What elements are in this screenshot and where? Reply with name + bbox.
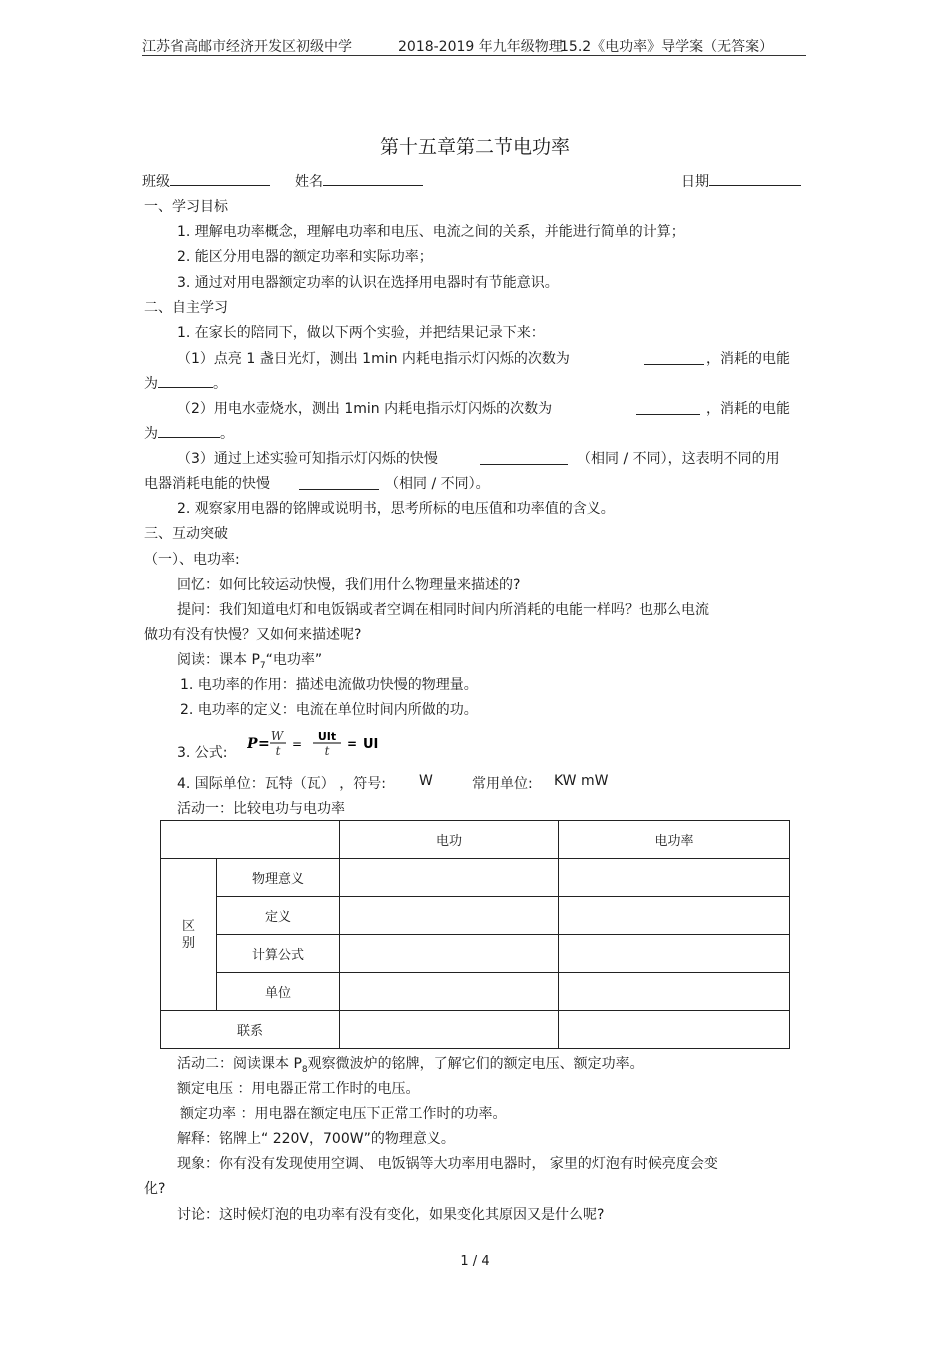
table-cell[interactable] (340, 973, 559, 1011)
experiment1-count-blank[interactable] (644, 350, 704, 365)
section1-heading: 一、学习目标 (144, 199, 228, 215)
formula-t-2: t (324, 744, 330, 758)
rated-voltage: 额定电压 ：用电器正常工作时的电压。 (177, 1081, 420, 1097)
table-cell[interactable] (559, 1011, 790, 1049)
experiment2-energy-line: 为 。 (144, 423, 234, 443)
formula-w: W (270, 729, 284, 743)
rated-power: 额定功率 ：用电器在额定电压下正常工作时的功率。 (180, 1106, 507, 1122)
date-field (681, 171, 801, 191)
unit-symbol: W (419, 773, 433, 789)
power-definition: 2. 电功率的定义：电流在单位时间内所做的功。 (180, 702, 478, 718)
discussion-text: 讨论：这时候灯泡的电功率有没有变化，如果变化其原因又是什么呢? (177, 1207, 605, 1223)
common-unit-label: 常用单位: (472, 776, 533, 792)
section2-heading: 二、自主学习 (144, 300, 228, 316)
table-header-power: 电功率 (559, 821, 790, 859)
power-role: 1. 电功率的作用：描述电流做功快慢的物理量。 (180, 677, 478, 693)
name-field (295, 171, 423, 191)
section3-heading: 三、互动突破 (144, 526, 228, 542)
power-formula (247, 729, 387, 759)
table-cell[interactable] (340, 1011, 559, 1049)
class-blank[interactable] (170, 171, 270, 186)
formula-p: P (247, 736, 258, 752)
table-cell[interactable] (340, 897, 559, 935)
table-row-label-meaning: 物理意义 (217, 859, 340, 897)
header-school: 江苏省高邮市经济开发区初级中学 (142, 39, 352, 55)
formula-eq-2: = (292, 737, 303, 751)
activity2-text: 活动二：阅读课本 $P_8$观察微波炉的铭牌，了解它们的额定电压、额定功率。 (177, 1056, 644, 1075)
goal-item-3: 3. 通过对用电器额定功率的认识在选择用电器时有节能意识。 (177, 275, 559, 291)
experiment2-count-blank[interactable] (636, 400, 700, 415)
table-row (161, 897, 790, 935)
self-study-intro: 1. 在家长的陪同下，做以下两个实验，并把结果记录下来： (177, 325, 545, 341)
table-cell[interactable] (559, 897, 790, 935)
table-row (161, 973, 790, 1011)
comparison-table (160, 820, 790, 1049)
formula-ui: UI (363, 737, 379, 752)
name-blank[interactable] (323, 171, 423, 186)
formula-uit: UIt (317, 730, 337, 743)
table-row-label-definition: 定义 (217, 897, 340, 935)
formula-eq-1: = (258, 736, 270, 752)
explanation-text: 解释：铭牌上“ 220V，700W”的物理意义。 (177, 1131, 455, 1147)
table-row (161, 859, 790, 897)
table-cell[interactable] (559, 859, 790, 897)
experiment3-text: （3）通过上述实验可知指示灯闪烁的快慢 (177, 451, 438, 467)
recall-text: 回忆：如何比较运动快慢，我们用什么物理量来描述的? (177, 577, 521, 593)
page-number: 1 / 4 (460, 1254, 490, 1269)
si-unit-text: 4. 国际单位：瓦特（瓦） ，符号: (177, 776, 386, 792)
experiment2-energy-label: ，消耗的电能 (706, 401, 790, 417)
table-header-work: 电功 (340, 821, 559, 859)
table-row-label-formula: 计算公式 (217, 935, 340, 973)
goal-item-2: 2. 能区分用电器的额定功率和实际功率； (177, 249, 433, 265)
page-title: 第十五章第二节电功率 (379, 136, 570, 158)
name-label: 姓名 (295, 174, 323, 190)
table-corner-cell (161, 821, 340, 859)
experiment1-energy-line: 为 。 (144, 373, 227, 393)
table-row (161, 1011, 790, 1049)
experiment1-energy-label: ，消耗的电能 (706, 351, 790, 367)
class-field (142, 171, 270, 191)
activity1-title: 活动一：比较电功与电功率 (177, 801, 345, 817)
question-line-2: 做功有没有快慢？又如何来描述呢? (144, 627, 362, 643)
experiment2-text: （2）用电水壶烧水，测出 1min 内耗电指示灯闪烁的次数为 (177, 401, 553, 417)
phenomenon-line-1: 现象：你有没有发现使用空调、 电饭锅等大功率用电器时， 家里的灯泡有时候亮度会变 (177, 1156, 718, 1172)
experiment2-energy-blank[interactable] (158, 423, 220, 438)
experiment3-text-4: （相同 / 不同）。 (385, 476, 490, 492)
table-cell[interactable] (340, 935, 559, 973)
experiment3-text-2: （相同 / 不同），这表明不同的用 (577, 451, 780, 467)
table-row-label-unit: 单位 (217, 973, 340, 1011)
subsection-power: （一）、电功率: (144, 552, 240, 568)
table-group-difference: 区 别 (161, 859, 217, 1011)
reading-text: 阅读：课本 $P_7“$电功率” (177, 652, 323, 671)
table-cell[interactable] (559, 935, 790, 973)
date-label: 日期 (681, 174, 709, 190)
table-header-row (161, 821, 790, 859)
date-blank[interactable] (709, 171, 801, 186)
formula-label: 3. 公式: (177, 745, 228, 761)
header-course: 2018-2019 年九年级物理 (398, 39, 563, 55)
goal-item-1: 1. 理解电功率概念，理解电功率和电压、电流之间的关系，并能进行简单的计算； (177, 224, 685, 240)
experiment3-blank-2[interactable] (299, 475, 379, 490)
experiment1-energy-blank[interactable] (158, 373, 213, 388)
experiment1-text: （1）点亮 1 盏日光灯，测出 1min 内耗电指示灯闪烁的次数为 (177, 351, 570, 367)
experiment3-text-3: 电器消耗电能的快慢 (144, 476, 270, 492)
table-cell[interactable] (559, 973, 790, 1011)
phenomenon-line-2: 化? (144, 1181, 166, 1197)
question-line-1: 提问：我们知道电灯和电饭锅或者空调在相同时间内所消耗的电能一样吗？也那么电流 (177, 602, 709, 618)
table-row (161, 935, 790, 973)
nameplate-task: 2. 观察家用电器的铭牌或说明书，思考所标的电压值和功率值的含义。 (177, 501, 615, 517)
table-cell[interactable] (340, 859, 559, 897)
formula-eq-3: = (347, 737, 358, 751)
formula-t-1: t (275, 744, 281, 758)
experiment3-blank-1[interactable] (480, 450, 568, 465)
common-units: KW mW (554, 773, 609, 789)
header-rule (142, 55, 806, 56)
header-doc-title: 15.2《电功率》导学案（无答案） (560, 39, 774, 55)
table-row-label-relation: 联系 (161, 1011, 340, 1049)
class-label: 班级 (142, 174, 170, 190)
